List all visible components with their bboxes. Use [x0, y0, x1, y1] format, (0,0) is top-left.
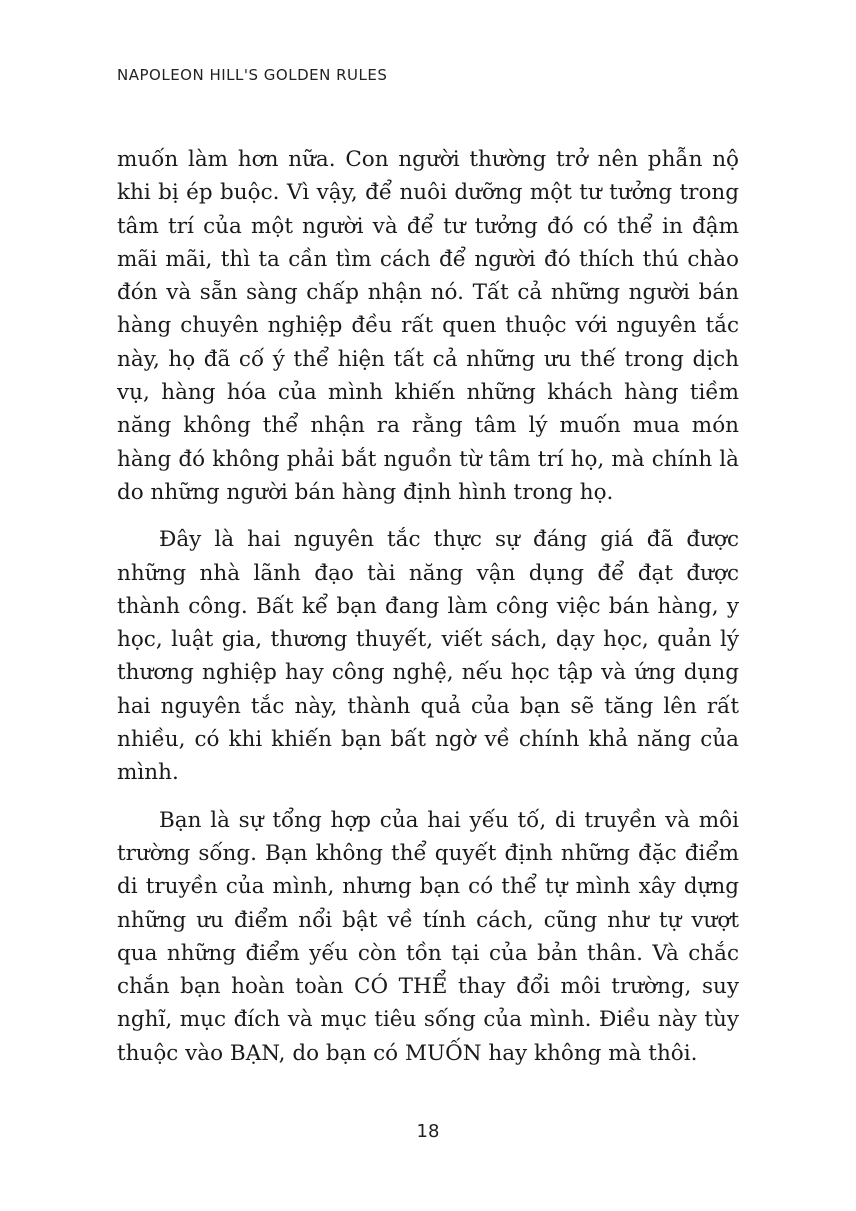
- running-header: NAPOLEON HILL'S GOLDEN RULES: [117, 66, 388, 84]
- page-number: 18: [416, 1121, 440, 1142]
- paragraph-continued: muốn làm hơn nữa. Con người thường trở nên phẫn nộ khi bị ép buộc. Vì vậy, để nuôi dưỡng một tư tưởng trong tâm trí của một người và để tư tưởng đó có thể in đậm mãi mãi, thì ta cần tìm cách để người đó thích thú chào đón và sẵn sàng chấp nhận nó. Tất cả những người bán hàng chuyên nghiệp đều rất quen thuộc với nguyên tắc này, họ đã cố ý thể hiện tất cả những ưu thế trong dịch vụ, hàng hóa của mình khiến những khách hàng tiềm năng không thể nhận ra rằng tâm lý muốn mua món hàng đó không phải bắt nguồn từ tâm trí họ, mà chính là do những người bán hàng định hình trong họ.: [117, 147, 739, 505]
- paragraph: Bạn là sự tổng hợp của hai yếu tố, di truyền và môi trường sống. Bạn không thể quyết định những đặc điểm di truyền của mình, nhưng bạn có thể tự mình xây dựng những ưu điểm nổi bật về tính cách, cũng như tự vượt qua những điểm yếu còn tồn tại của bản thân. Và chắc chắn bạn hoàn toàn CÓ THỂ thay đổi môi trường, suy nghĩ, mục đích và mục tiêu sống của mình. Điều này tùy thuộc vào BẠN, do bạn có MUỐN hay không mà thôi.: [117, 807, 739, 1066]
- page-body: [117, 143, 739, 1084]
- paragraph: Đây là hai nguyên tắc thực sự đáng giá đã được những nhà lãnh đạo tài năng vận dụng để đạt được thành công. Bất kể bạn đang làm công việc bán hàng, y học, luật gia, thương thuyết, viết sách, dạy học, quản lý thương nghiệp hay công nghệ, nếu học tập và ứng dụng hai nguyên tắc này, thành quả của bạn sẽ tăng lên rất nhiều, có khi khiến bạn bất ngờ về chính khả năng của mình.: [117, 527, 739, 786]
